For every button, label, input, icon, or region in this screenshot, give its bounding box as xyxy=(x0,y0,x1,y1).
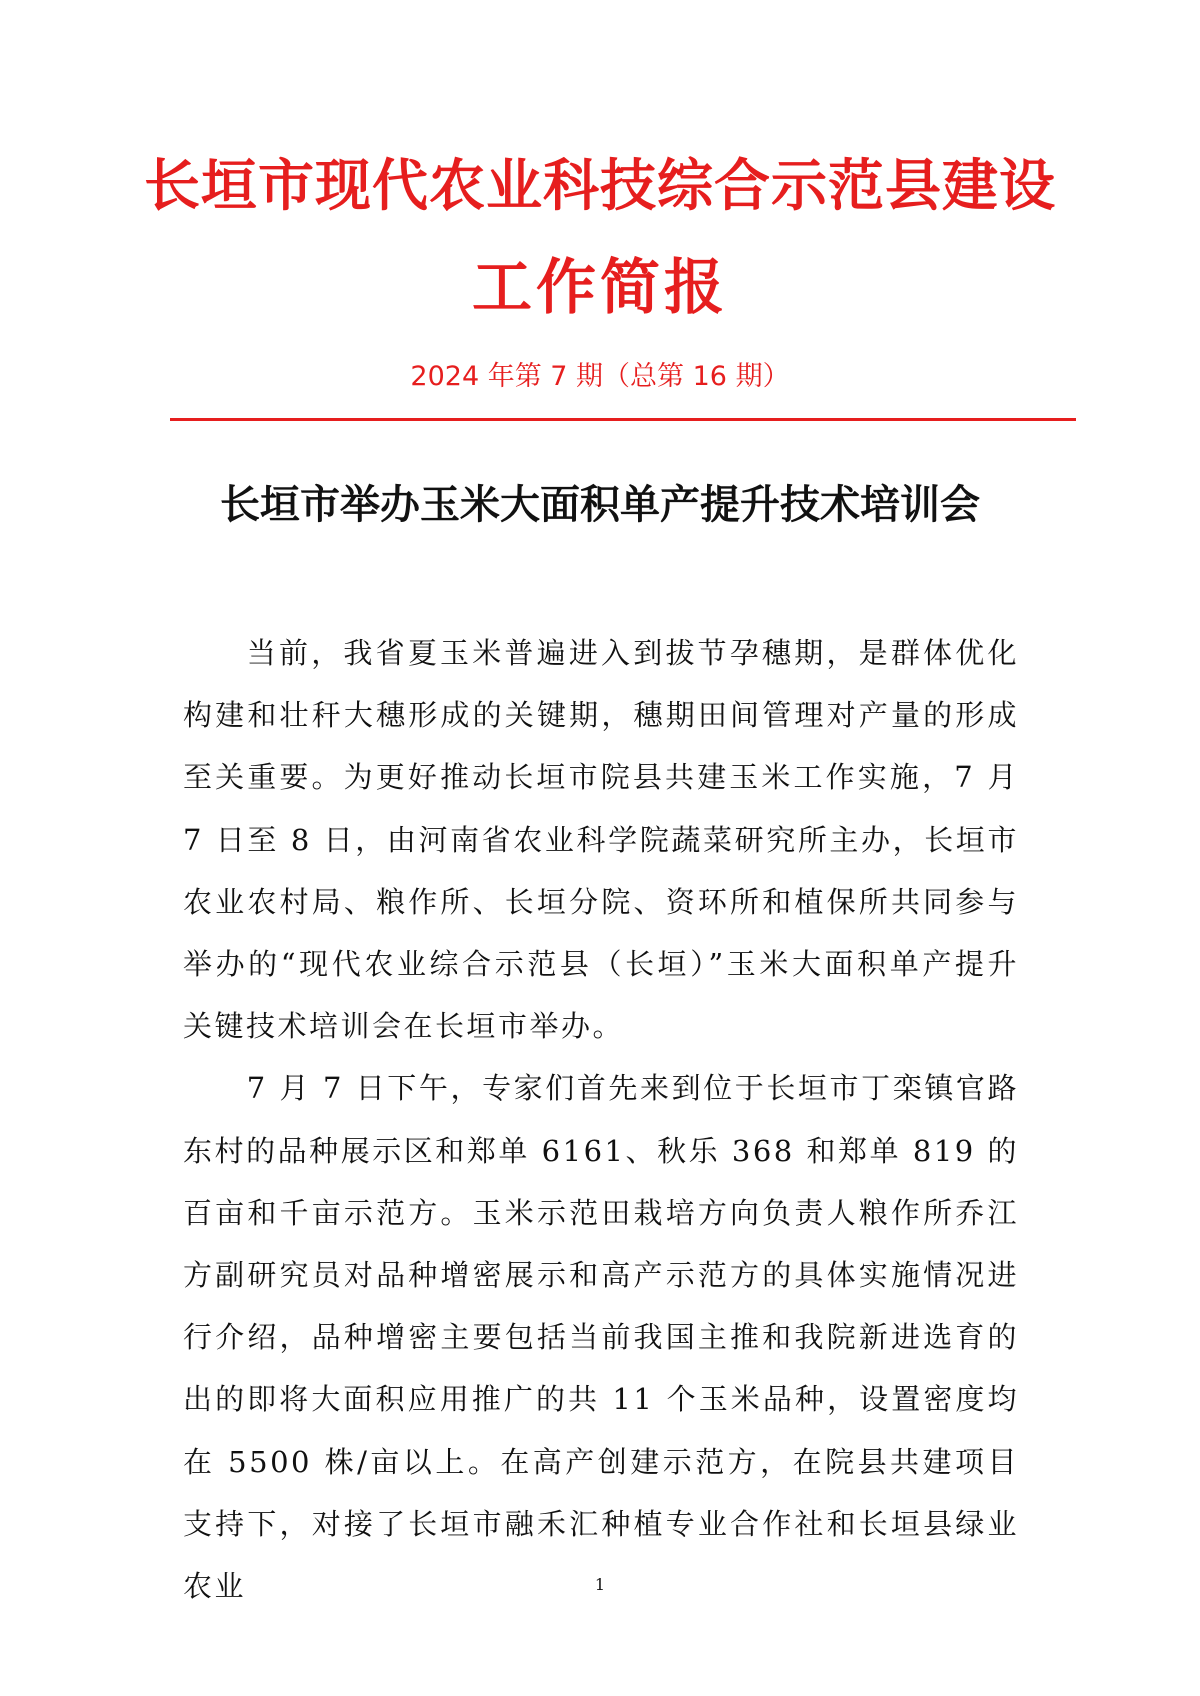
masthead-title-line2: 工作简报 xyxy=(472,253,728,323)
article-title: 长垣市举办玉米大面积单产提升技术培训会 xyxy=(220,481,980,528)
issue-info: 2024 年第 7 期（总第 16 期） xyxy=(410,361,790,392)
article-paragraph-1: 当前，我省夏玉米普遍进入到拔节孕穗期，是群体优化构建和壮秆大穗形成的关键期，穗期田间管理对产量的形成至关重要。为更好推动长垣市院县共建玉米工作实施，7 月 7 日至 8 日，由河南省农业科学院蔬菜研究所主办，长垣市农业农村局、粮作所、长垣分院、资环所和植保所共同参与举办的“现代农业综合示范县（长垣）”玉米大面积单产提升关键技术培训会在长垣市举办。 xyxy=(183,636,1019,1044)
article-paragraph-2: 7 月 7 日下午，专家们首先来到位于长垣市丁栾镇官路东村的品种展示区和郑单 6161、秋乐 368 和郑单 819 的百亩和千亩示范方。玉米示范田栽培方向负责人粮作所乔江方副研究员对品种增密展示和高产示范方的具体实施情况进行介绍，品种增密主要包括当前我国主推和我院新进选育的出的即将大面积应用推广的共 11 个玉米品种，设置密度均在 5500 株/亩以上。在高产创建示范方，在院县共建项目支持下，对接了长垣市融禾汇种植专业合作社和长垣县绿业农业 xyxy=(183,1071,1019,1604)
article-body xyxy=(183,622,1019,1617)
page-number: 1 xyxy=(594,1575,606,1594)
masthead-divider xyxy=(170,418,1076,421)
masthead-title-line1: 长垣市现代农业科技综合示范县建设 xyxy=(144,153,1056,219)
